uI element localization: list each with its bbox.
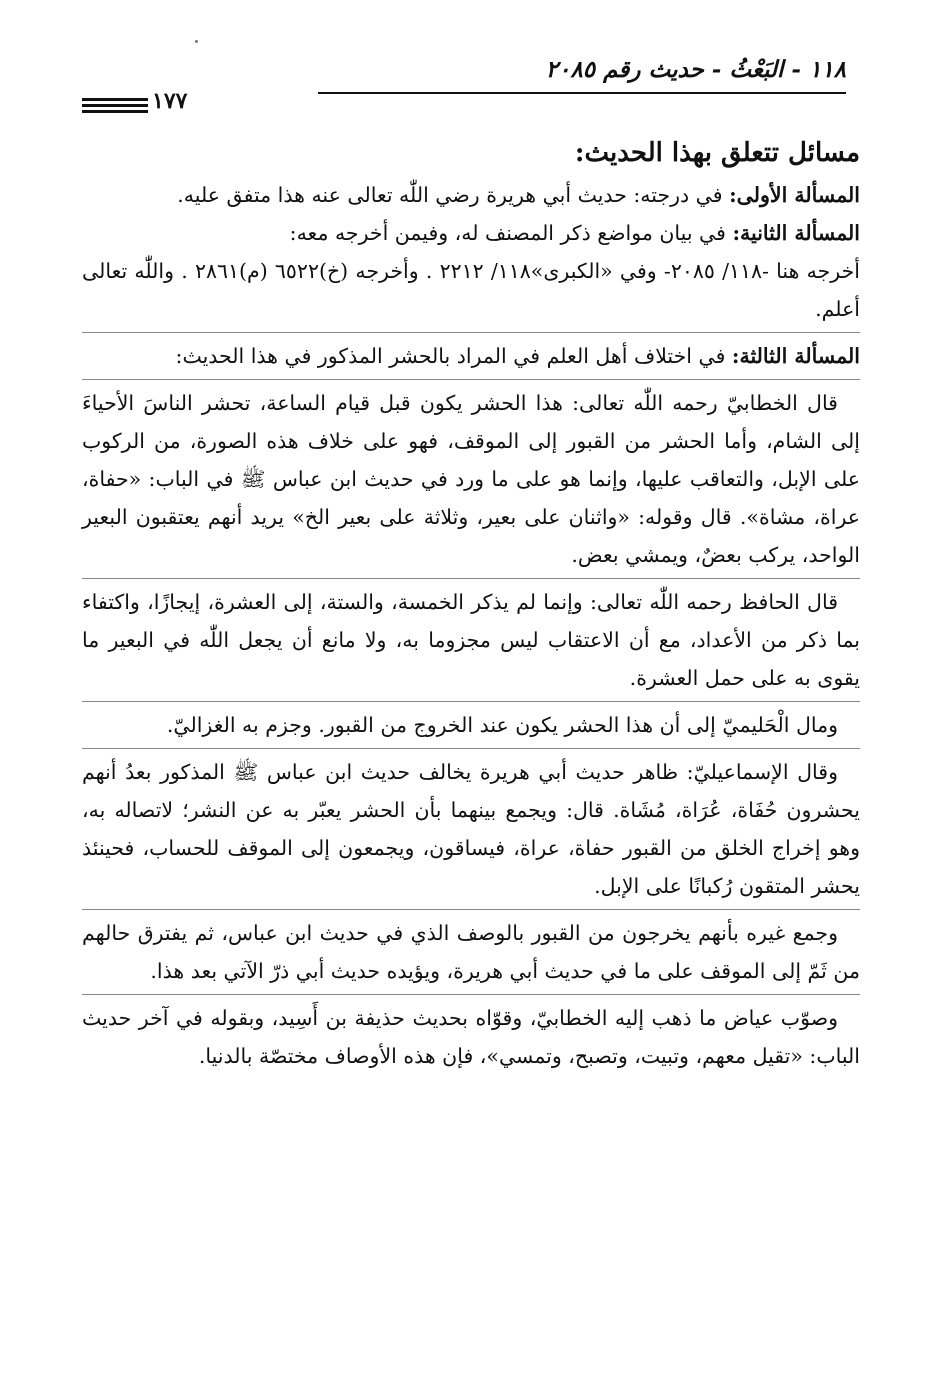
section-divider bbox=[82, 379, 860, 380]
issue-1 bbox=[82, 176, 860, 214]
takhrij-paragraph: أخرجه هنا -١١٨/ ٢٠٨٥- وفي «الكبرى»١١٨/ ٢٢١٢ . وأخرجه (خ)٦٥٢٢ (م)٢٨٦١ . واللّٰه تعالى أعلم. bbox=[82, 259, 860, 321]
chapter-title: ١١٨ - البَعْثُ - حديث رقم ٢٠٨٥ bbox=[545, 56, 846, 83]
paragraph-ismaili: وقال الإسماعيليّ: ظاهر حديث أبي هريرة يخالف حديث ابن عباس ﷺ المذكور بعدُ أنهم يحشرون حُفَاة، عُرَاة، مُشَاة. قال: ويجمع بينهما بأن الحشر يعبّر به عن النشر؛ لاتصاله به، وهو إخراج الخلق من القبور حفاة، عراة، فيساقون، ويجمعون إلى الموقف للحساب، فحينئذ يحشر المتقون رُكبانًا على الإبل. bbox=[82, 760, 860, 898]
section-divider bbox=[82, 332, 860, 333]
paragraph-khattabi: قال الخطابيّ رحمه اللّٰه تعالى: هذا الحشر يكون قبل قيام الساعة، تحشر الناسَ الأحياءَ إلى الشام، وأما الحشر من القبور إلى الموقف، فهو على خلاف هذه الصورة، من الركوب على الإبل، والتعاقب عليها، وإنما هو على ما ورد في حديث ابن عباس ﷺ في الباب: «حفاة، عراة، مشاة». قال وقوله: «واثنان على بعير، وثلاثة على بعير الخ» يريد أنهم يعتقبون البعير الواحد، يركب بعضٌ، ويمشي بعض. bbox=[82, 391, 860, 567]
issue-3 bbox=[82, 337, 860, 375]
issue-text: في اختلاف أهل العلم في المراد بالحشر المذكور في هذا الحديث: bbox=[175, 344, 726, 368]
section-divider bbox=[82, 909, 860, 910]
paragraph-others: وجمع غيره بأنهم يخرجون من القبور بالوصف الذي في حديث ابن عباس، ثم يفترق حالهم من ثَمّ إلى الموقف على ما في حديث أبي هريرة، ويؤيده حديث أبي ذرّ الآتي بعد هذا. bbox=[82, 921, 860, 983]
paragraph-iyad: وصوّب عياض ما ذهب إليه الخطابيّ، وقوّاه بحديث حذيفة بن أَسِيد، وبقوله في آخر حديث الباب: «تقيل معهم، وتبيت، وتصبح، وتمسي»، فإن هذه الأوصاف مختصّة بالدنيا. bbox=[82, 1006, 860, 1068]
header-ornament bbox=[82, 98, 148, 116]
section-divider bbox=[82, 748, 860, 749]
section-divider bbox=[82, 994, 860, 995]
section-divider bbox=[82, 578, 860, 579]
ornament-line bbox=[82, 110, 148, 113]
issue-text: في بيان مواضع ذكر المصنف له، وفيمن أخرجه معه: bbox=[289, 221, 726, 245]
ornament-line bbox=[82, 98, 148, 101]
scan-speck bbox=[195, 40, 198, 43]
issue-text: في درجته: حديث أبي هريرة رضي اللّٰه تعالى عنه هذا متفق عليه. bbox=[177, 183, 723, 207]
section-divider bbox=[82, 701, 860, 702]
issue-label: المسألة الثانية: bbox=[732, 221, 860, 245]
section-title: مسائل تتعلق بهذا الحديث: bbox=[574, 138, 860, 168]
issue-label: المسألة الثالثة: bbox=[731, 344, 860, 368]
issue-2 bbox=[82, 214, 860, 252]
book-page bbox=[82, 52, 860, 1352]
paragraph-hafiz: قال الحافظ رحمه اللّٰه تعالى: وإنما لم يذكر الخمسة، والستة، إلى العشرة، إيجازًا، واكتفاء بما ذكر من الأعداد، مع أن الاعتقاب ليس مجزوما به، ولا مانع أن يجعل اللّٰه في البعير ما يقوى به على حمل العشرة. bbox=[82, 590, 860, 690]
paragraph-halimi: ومال الْحَليميّ إلى أن هذا الحشر يكون عند الخروج من القبور. وجزم به الغزاليّ. bbox=[166, 713, 838, 737]
ornament-line bbox=[82, 104, 148, 107]
issue-label: المسألة الأولى: bbox=[729, 183, 860, 207]
running-header bbox=[82, 52, 860, 118]
header-rule bbox=[318, 92, 846, 94]
page-number: ١٧٧ bbox=[152, 88, 188, 114]
